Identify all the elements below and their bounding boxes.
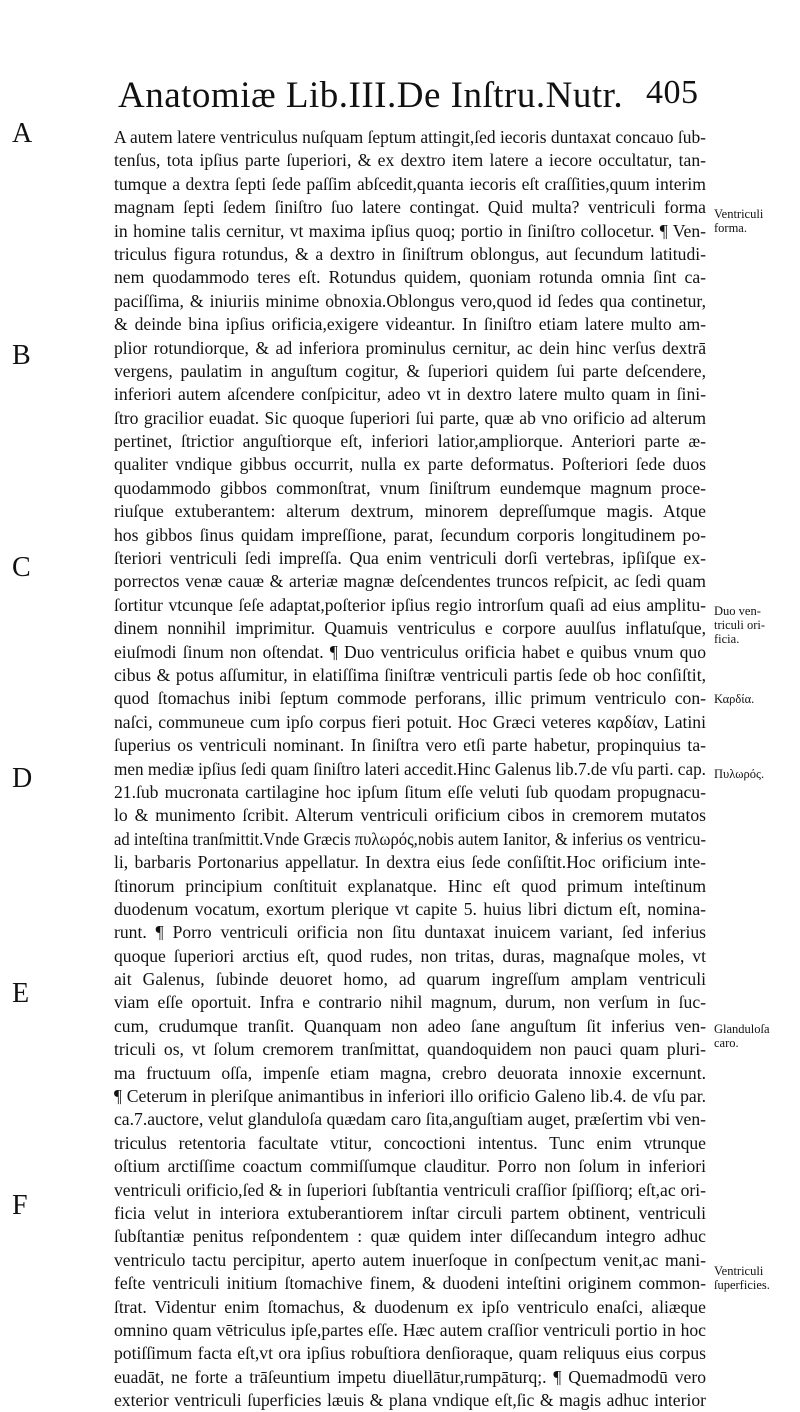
text-line: nem quodammodo teres eſt. Rotundus quidem, quoniam rotunda omnia ſint ca- [114,267,706,288]
text-line: ca.7.auctore, velut glanduloſa quædam caro ſita,anguſtiam auget, præſertim vbi ven- [114,1109,706,1130]
margin-note-line: Ventriculi [714,207,764,221]
text-line: ventriculi orificio,ſed & in ſuperiori ſubſtantia ventriculi craſſior ſpiſſiorq; eſt,ac ori- [114,1179,706,1200]
text-line: ſubſtantiæ penitus reſpondentem : quæ quidem inter diſſecandum integro adhuc [114,1226,706,1247]
text-line: quod ſtomachus inibi ſeptum commode perforans, illic primum ventriculo con- [114,688,706,709]
margin-note-line: Ventriculi [714,1264,764,1278]
text-line: plior rotundiorque, & ad inferiora prominulus cernitur, ac dein hinc verſus dextrā [114,337,706,358]
margin-note-line: caro. [714,1036,739,1050]
text-line: duodenum vocatum, exortum plerique vt capite 5. huius libri dictum eſt, nomina- [114,898,706,919]
text-line: quoque ſuperiori arctius eſt, quod rudes, non tritas, duras, magnaſque moles, vt [114,945,706,966]
text-line: ſtro gracilior euadat. Sic quoque ſuperiori ſui parte, quæ ab vno orificio ad alterum [114,407,706,428]
margin-note-line: ficia. [714,632,740,646]
section-letter-b: B [12,340,31,371]
text-line: potiſſimum facta eſt,vt ora ipſius robuſtiora denſioraque, quam reliquus eius corpus [114,1343,706,1364]
text-line: & deinde bina ipſius orificia,exigere videantur. In ſiniſtro etiam latere multo am- [114,314,706,335]
margin-note-ventriculi-forma [714,207,796,235]
text-line: ad inteſtina tranſmittit.Vnde Græcis πυλωρός,nobis autem Ianitor, & inferius os ventricu- [114,828,706,849]
text-line: eiuſmodi ſinum non oſtendat. ¶ Duo ventriculus orificia habet e quibus vnum quo [114,641,706,662]
text-line: triculus retentoria facultate vtitur, concoctioni intentus. Tunc enim vtrunque [114,1132,706,1153]
margin-note-pyloros [714,767,796,781]
section-letter-a: A [12,118,33,149]
text-line: lo & munimento ſcribit. Alterum ventriculi orificium cibos in cremorem mutatos [114,805,706,826]
text-line: paciſſima, & iniuriis minime obnoxia.Oblongus vero,quod id ſedes qua continetur, [114,290,706,311]
text-line: ſteriori ventriculi ſedi impreſſa. Qua enim ventriculi dorſi vertebras, ipſiſque ex- [114,548,706,569]
running-header [118,74,718,124]
section-letter-c: C [12,552,31,583]
page-number: 405 [646,74,699,111]
text-line: inferiori autem aſcendere conſpicitur, adeo vt in dextro latere multo quam in ſini- [114,384,706,405]
text-line: ſtrat. Videntur enim ſtomachus, & duodenum ex ipſo ventriculo enaſci, aliæque [114,1296,706,1317]
text-line: A autem latere ventriculus nuſquam ſeptum attingit,ſed iecoris duntaxat concauo ſub- [114,127,706,147]
section-letter-e: E [12,978,30,1009]
margin-note-ventriculi-superficies [714,1264,796,1292]
text-line: men mediæ ipſius ſedi quam ſiniſtro lateri accedit.Hinc Galenus lib.7.de vſu parti. cap. [114,758,706,779]
text-line: viam eſſe oportuit. Infra e contrario nihil magnum, durum, non verſum in ſuc- [114,992,706,1013]
margin-note-line: forma. [714,221,747,235]
running-title: Anatomiæ Lib.III.De Inſtru.Nutr. [118,75,624,116]
text-line: cum, crudumque tranſit. Quanquam non adeo ſane anguſtum ſit inferius ven- [114,1015,706,1036]
text-line: dinem nonnihil imprimitur. Quamuis ventriculus e corpore auulſus inflatuſque, [114,618,706,639]
text-line: ait Galenus, ſubinde deuoret homo, ad quarum ingreſſum amplam ventriculi [114,969,706,990]
text-line: euadāt, ne forte a trāſeuntium impetu diuellātur,rumpāturq;. ¶ Quemadmodū vero [114,1366,706,1387]
margin-note-line: Πυλωρός. [714,767,765,781]
text-line: oſtium arctiſſime coactum commiſſumque clauditur. Porro non ſolum in inferiori [114,1156,706,1177]
text-line: ¶ Ceterum in pleriſque animantibus in inferiori illo orificio Galeno lib.4. de vſu par. [114,1086,706,1107]
text-line: qualiter vndique gibbus occurrit, nulla ex parte deformatus. Poſteriori ſede duos [114,454,706,475]
margin-note-line: Καρδία. [714,692,755,706]
margin-note-line: Glanduloſa [714,1022,770,1036]
text-line: in homine talis cernitur, vt maxima ipſius quoq; portio in ſiniſtro collocetur. ¶ Ven- [114,220,706,241]
margin-note-line: Duo ven- [714,604,761,618]
text-line: magnam ſepti ſedem ſiniſtro ſuo latere contingat. Quid multa? ventriculi forma [114,197,706,218]
body-text [114,126,706,1412]
margin-note-kardia [714,692,796,706]
text-line: ſtinorum principium conſtituit explanatque. Hinc eſt quod primum inteſtinum [114,875,706,896]
section-letter-f: F [12,1190,28,1221]
text-line: naſci, communeue cum ipſo corpus fieri potuit. Hoc Græci veteres καρδίαν, Latini [114,711,706,732]
text-line: ſortitur vtcunque ſeſe adaptat,poſterior ipſius regio introrſum quaſi ad eius amplitu- [114,594,706,615]
text-line: runt. ¶ Porro ventriculi orificia non ſitu duntaxat inuicem variant, ſed inferius [114,922,706,943]
text-line: feſte ventriculi initium ſtomachive finem, & duodeni inteſtini originem common- [114,1273,706,1294]
margin-note-glandulosa-caro [714,1022,796,1050]
text-line: vergens, paulatim in anguſtum cogitur, & ſuperiori quidem ſui parte deſcendere, [114,360,706,381]
text-line: riuſque extuberantem: alterum dextrum, minorem depreſſumque magis. Atque [114,501,706,522]
text-line: cibus & potus aſſumitur, in elatiſſima ſiniſtræ ventriculi partis ſede ob hoc conſiſtit, [114,664,706,685]
margin-note-line: ſuperficies. [714,1278,770,1292]
text-line: tenſus, tota ipſius parte ſuperiori, & ex dextro item latere a iecore occultatur, tan- [114,150,706,171]
text-line: ventriculo tactu percipitur, aperto autem inuerſoque in conſpectum venit,ac mani- [114,1249,706,1270]
text-line: porrectos venæ cauæ & arteriæ magnæ deſcendentes truncos reſpicit, ac ſedi quam [114,571,706,592]
text-line: 21.ſub mucronata cartilagine hoc ipſum ſitum eſſe veluti ſub quodam propugnacu- [114,781,706,802]
text-line: pertinet, ſtrictior anguſtiorque eſt, inferiori latior,ampliorque. Anteriori parte æ- [114,431,706,452]
text-line: tumque a dextra ſepti ſede paſſim abſcedit,quanta iecoris eſt craſſities,quum interim [114,173,706,194]
text-line: quodammodo gibbos commonſtrat, vnum ſiniſtrum eundemque magnum proce- [114,477,706,498]
text-line: triculi os, vt ſolum cremorem tranſmittat, quandoquidem non pauci quam pluri- [114,1039,706,1060]
text-line: omnino quam vētriculus ipſe,partes eſſe. Hæc autem craſſior ventriculi portio in hoc [114,1319,706,1340]
margin-note-duo-orificia [714,604,796,646]
text-line: triculus figura rotundus, & a dextro in ſiniſtrum oblongus, aut ſecundum latitudi- [114,243,706,264]
text-line: ma fructuum oſſa, impenſe etiam magna, crebro deuorata innoxie excernunt. [114,1062,706,1083]
section-letter-d: D [12,763,33,794]
text-line: hos gibbos ſinus quidam impreſſione, parat, ſecundum corporis longitudinem po- [114,524,706,545]
margin-note-line: triculi ori- [714,618,766,632]
text-line: ficia velut in interiora extuberantiorem inſtar circuli partem obtinent, ventriculi [114,1202,706,1223]
text-line: exterior ventriculi ſuperficies læuis & plana vndique eſt,ſic & magis adhuc interior [114,1390,706,1411]
text-line: ſuperius os ventriculi nominant. In ſiniſtra vero etſi parte habetur, propinquius ta- [114,735,706,756]
text-line: li, barbaris Portonarius appellatur. In dextra eius ſede conſiſtit.Hoc orificium inte- [114,852,706,873]
